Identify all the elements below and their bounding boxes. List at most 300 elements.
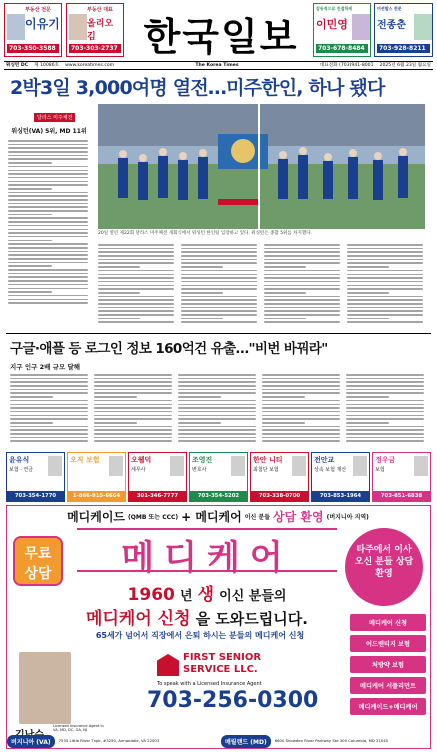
enroll-line (47, 604, 347, 629)
business-ad-phone: 703-853-1964 (312, 491, 369, 501)
text-line (8, 188, 52, 190)
text-line (347, 270, 423, 272)
text-line (264, 303, 340, 305)
office-va-label: 버지니아 (VA) (7, 735, 55, 748)
text-line (8, 147, 88, 149)
agent-photo (414, 14, 432, 40)
text-line (264, 292, 306, 294)
agent-photo (19, 652, 71, 724)
text-line (264, 277, 340, 279)
text-line (264, 314, 340, 316)
text-column (262, 374, 340, 448)
business-ad-phone: 1-866-915-6664 (68, 491, 125, 501)
text-line (181, 262, 257, 264)
text-line (8, 302, 88, 304)
text-line (347, 299, 423, 301)
business-ad-photo (170, 456, 184, 476)
text-column (347, 244, 423, 330)
text-line (262, 389, 340, 391)
text-line (346, 440, 424, 442)
service-menu-item[interactable]: 메디케이드+메디케어 (350, 698, 426, 715)
top-line-medicare-note: 이신 분들 (244, 513, 271, 521)
text-line (8, 210, 88, 212)
masthead-ad-left-2[interactable] (66, 3, 124, 57)
text-column (181, 244, 257, 330)
text-line (98, 310, 174, 312)
ad-phone: 703-303-2737 (69, 44, 121, 53)
text-line (264, 274, 340, 276)
business-ad-phone: 703-354-1770 (7, 491, 64, 501)
text-line (98, 259, 174, 261)
text-line (8, 280, 88, 282)
text-line (264, 248, 340, 250)
text-line (98, 303, 174, 305)
text-line (181, 266, 223, 268)
text-line (94, 437, 172, 439)
text-line (98, 266, 140, 268)
business-ad-title: 최첨단 보험 (253, 467, 279, 473)
year-highlight: 1960 (127, 585, 175, 605)
text-line (264, 310, 340, 312)
text-line (8, 258, 88, 260)
text-line (181, 277, 257, 279)
company-logo-icon (157, 654, 179, 676)
business-ad-name: 정우금 (375, 456, 396, 464)
text-line (10, 429, 88, 431)
text-line (181, 310, 257, 312)
business-ad[interactable] (6, 452, 65, 502)
business-ad-phone: 703-338-0700 (251, 491, 308, 501)
text-line (98, 281, 174, 283)
text-line (98, 251, 174, 253)
text-line (8, 170, 88, 172)
text-line (346, 415, 424, 417)
year-text: 년 (179, 589, 193, 604)
text-line (346, 433, 424, 435)
birth-text: 생 (197, 585, 215, 605)
text-line (94, 418, 172, 420)
business-ad[interactable] (128, 452, 187, 502)
text-line (178, 411, 256, 413)
text-line (8, 166, 88, 168)
text-line (10, 378, 88, 380)
business-ad-title: 보험 (375, 467, 385, 473)
office-md-address: 6600 Snowden River Parkway Ste 300 Columbia, MD 21045 (274, 737, 389, 743)
text-line (264, 299, 340, 301)
text-line (262, 415, 340, 417)
text-line (8, 284, 88, 286)
text-line (8, 217, 88, 219)
text-line (8, 269, 88, 271)
text-line (98, 288, 174, 290)
text-line (264, 262, 340, 264)
masthead (0, 0, 437, 62)
text-line (264, 288, 340, 290)
text-line (8, 192, 88, 194)
text-line (10, 404, 88, 406)
text-line (262, 396, 305, 398)
office-va[interactable] (7, 734, 219, 748)
second-story-columns (10, 374, 428, 448)
text-line (98, 307, 174, 309)
text-line (8, 225, 88, 227)
business-ad-photo (353, 456, 367, 476)
text-line (346, 400, 424, 402)
story-left-column (8, 104, 90, 318)
text-line (262, 429, 340, 431)
text-line (8, 206, 88, 208)
text-line (10, 396, 53, 398)
top-line-medicare: + 메디케어 (181, 509, 242, 524)
ad-name: 올리오 김 (87, 19, 114, 42)
text-line (264, 255, 340, 257)
top-line-welcome: 상담 환영 (273, 509, 324, 524)
text-line (98, 318, 140, 320)
text-line (98, 277, 174, 279)
text-line (262, 422, 305, 424)
free-badge-line1: 무료 (24, 546, 52, 562)
text-line (346, 437, 424, 439)
text-line (181, 255, 257, 257)
free-consultation-badge (13, 536, 63, 586)
ad-name: 이유기 (25, 17, 60, 31)
text-line (10, 392, 88, 394)
text-line (264, 259, 340, 261)
agent-photo (352, 14, 370, 40)
text-line (10, 407, 88, 409)
text-column (346, 374, 424, 448)
agent-photo (7, 14, 25, 40)
text-line (98, 244, 174, 246)
text-line (181, 248, 257, 250)
text-line (94, 426, 172, 428)
main-headline[interactable]: 2박3일 3,000여명 열전…미주한인, 하나 됐다 (10, 77, 385, 99)
text-line (94, 429, 172, 431)
paper-name-en: The Korea Times (195, 63, 239, 68)
medicare-title: 메디케어 (77, 528, 337, 572)
text-line (262, 426, 340, 428)
text-line (10, 426, 88, 428)
story-columns (98, 244, 425, 330)
ad-tag: 부동산 대표 (87, 7, 113, 13)
agent-title: Licensed Insurance Agent in VA, MD, DC, GA, NJ (53, 724, 104, 733)
text-line (94, 400, 172, 402)
business-ad[interactable] (372, 452, 431, 502)
text-line (264, 296, 340, 298)
relocation-badge: 타주에서 이사 오신 분들 상담 환영 (345, 528, 423, 606)
text-line (8, 247, 88, 249)
masthead-ad-right[interactable] (313, 3, 371, 57)
text-line (8, 199, 88, 201)
text-column (98, 244, 174, 330)
year-suffix: 이신 분들의 (219, 589, 287, 604)
text-line (10, 437, 88, 439)
text-line (98, 285, 174, 287)
text-line (8, 295, 88, 297)
story-byline: 워싱턴(VA) 5위, MD 11위 (11, 128, 87, 135)
text-line (262, 378, 340, 380)
text-line (8, 240, 52, 242)
text-line (98, 314, 174, 316)
free-badge-line2: 상담 (24, 566, 52, 582)
text-line (264, 318, 306, 320)
text-line (8, 243, 88, 245)
business-ad-name: 한안 니티 (253, 456, 283, 464)
business-ads-row (6, 452, 431, 502)
text-line (347, 248, 423, 250)
business-ad-photo (48, 456, 62, 476)
text-line (94, 422, 137, 424)
text-line (347, 292, 389, 294)
text-line (181, 288, 257, 290)
text-line (8, 181, 88, 183)
dateline (4, 61, 433, 70)
text-line (178, 415, 256, 417)
text-line (178, 404, 256, 406)
story-kicker: 달라스 미주체전 (34, 113, 75, 122)
text-line (10, 422, 53, 424)
text-line (262, 437, 340, 439)
text-line (94, 381, 172, 383)
text-line (262, 411, 340, 413)
issue-date: 2025년 6월 23일 월요일 (379, 63, 431, 68)
website-link[interactable]: www.koreatimes.com (65, 63, 115, 68)
text-column (178, 374, 256, 448)
text-line (346, 418, 424, 420)
main-phone: 대표전화 (703)941-8001 (319, 63, 374, 68)
ad-tag: 미션발스 전문 (377, 6, 402, 11)
text-line (178, 378, 256, 380)
service-menu-item[interactable]: 메디케어 신청 (350, 614, 426, 631)
text-line (8, 262, 88, 264)
text-line (98, 296, 174, 298)
business-ad-photo (231, 456, 245, 476)
masthead-ad-right-2[interactable] (374, 3, 433, 57)
business-ad[interactable] (189, 452, 248, 502)
ad-phone: 703-350-3588 (7, 44, 59, 53)
text-line (346, 389, 424, 391)
top-line-medicaid: 메디케이드 (67, 509, 126, 524)
text-line (10, 440, 88, 442)
text-line (10, 418, 88, 420)
text-line (178, 374, 256, 376)
text-line (264, 244, 340, 246)
text-line (178, 389, 256, 391)
text-line (8, 195, 88, 197)
text-line (262, 418, 340, 420)
text-line (178, 385, 256, 387)
text-line (98, 248, 174, 250)
text-line (10, 385, 88, 387)
masthead-title: 한국일보 (143, 14, 299, 59)
text-line (347, 251, 423, 253)
company-phone[interactable]: 703-256-0300 (147, 688, 319, 713)
business-ad-title: 보험 · 연금 (9, 467, 34, 473)
text-line (346, 411, 424, 413)
business-ad-title: 상속 보험 재산 (314, 467, 347, 473)
text-line (94, 407, 172, 409)
ad-phone: 703-928-8211 (377, 44, 430, 53)
text-line (178, 433, 256, 435)
text-line (94, 404, 172, 406)
text-column (264, 244, 340, 330)
text-line (347, 266, 389, 268)
text-line (8, 251, 88, 253)
service-menu-item[interactable]: 처방약 보험 (350, 656, 426, 673)
top-line-region: (버지니아 지역) (326, 513, 369, 521)
enroll-highlight: 메디케어 신청 (86, 609, 191, 629)
text-line (262, 400, 340, 402)
text-line (346, 404, 424, 406)
photo-caption: 20일 열린 제22회 달라스 미주체전 개회식에서 워싱턴 한인팀 입장하고 있다. 워싱턴은 종합 5위를 차지했다. (98, 231, 312, 236)
company-logo (157, 652, 287, 678)
text-line (181, 321, 257, 323)
text-line (347, 318, 389, 320)
text-line (10, 400, 88, 402)
text-line (8, 291, 52, 293)
text-line (262, 404, 340, 406)
text-line (346, 396, 389, 398)
text-line (98, 299, 174, 301)
text-line (8, 232, 88, 234)
ad-tag: 부동산 전문 (25, 7, 51, 13)
text-line (178, 418, 256, 420)
text-line (178, 429, 256, 431)
main-photo (98, 104, 425, 229)
business-ad-name: 오직 보험 (70, 456, 100, 464)
text-line (178, 396, 221, 398)
text-line (98, 262, 174, 264)
text-line (346, 385, 424, 387)
company-tagline: To speak with a Licensed Insurance Agent (157, 681, 262, 687)
text-line (94, 411, 172, 413)
text-line (262, 440, 340, 442)
service-menu (350, 614, 426, 719)
text-line (347, 281, 423, 283)
service-menu-item[interactable]: 어드밴티지 보험 (350, 635, 426, 652)
text-line (178, 422, 221, 424)
text-line (347, 314, 423, 316)
text-line (346, 374, 424, 376)
text-line (262, 374, 340, 376)
business-ad-title: 세무사 (131, 467, 146, 473)
text-line (262, 407, 340, 409)
text-line (181, 296, 257, 298)
office-va-address: 7535 Little River Tnpk, #3250, Annandale, VA 22003 (58, 737, 160, 743)
text-line (347, 307, 423, 309)
text-line (181, 307, 257, 309)
text-line (10, 374, 88, 376)
business-ad-name: 조영진 (192, 456, 213, 464)
text-line (8, 299, 88, 301)
text-line (264, 321, 340, 323)
text-line (181, 270, 257, 272)
text-line (346, 392, 424, 394)
year-line (67, 580, 347, 605)
medicare-ad[interactable] (6, 505, 431, 749)
business-ad-photo (414, 456, 428, 476)
top-line-medicaid-note: (QMB 또는 CCC) (128, 513, 179, 521)
enroll-suffix: 을 도와드립니다. (195, 610, 308, 628)
text-line (264, 270, 340, 272)
text-column (94, 374, 172, 448)
text-line (10, 389, 88, 391)
text-line (346, 381, 424, 383)
text-line (178, 407, 256, 409)
body-text-lines (8, 140, 90, 304)
text-line (8, 144, 88, 146)
text-line (8, 177, 88, 179)
masthead-ad-left[interactable] (4, 3, 62, 57)
text-line (346, 422, 389, 424)
text-line (181, 318, 223, 320)
text-line (347, 310, 423, 312)
text-line (347, 285, 423, 287)
office-md-label: 메릴랜드 (MD) (221, 735, 271, 748)
text-line (178, 392, 256, 394)
service-menu-item[interactable]: 메디케어 서플리먼트 (350, 677, 426, 694)
second-subhead: 지구 인구 2배 규모 달해 (10, 363, 81, 371)
text-line (178, 437, 256, 439)
text-line (8, 236, 88, 238)
business-ad[interactable] (311, 452, 370, 502)
text-line (98, 255, 174, 257)
business-ad[interactable] (67, 452, 126, 502)
text-line (181, 314, 257, 316)
text-line (178, 400, 256, 402)
retiree-line: 65세가 넘어서 직장에서 은퇴 하시는 분들의 메디케어 신청 (95, 631, 305, 640)
text-line (178, 440, 256, 442)
company-name-line1: FIRST SENIOR (183, 652, 262, 663)
text-line (94, 389, 172, 391)
text-line (347, 274, 423, 276)
business-ad[interactable] (250, 452, 309, 502)
text-column (10, 374, 88, 448)
ad-phone: 703-678-8484 (316, 44, 368, 53)
text-line (98, 270, 174, 272)
text-line (8, 173, 88, 175)
office-md[interactable] (221, 734, 429, 748)
company-name-line2: SERVICE LLC. (183, 664, 258, 675)
text-line (181, 285, 257, 287)
text-line (94, 396, 137, 398)
text-line (8, 229, 88, 231)
text-line (262, 385, 340, 387)
ad-top-line (7, 506, 429, 526)
text-line (346, 426, 424, 428)
sports-festival-photo (98, 104, 425, 229)
text-line (8, 184, 88, 186)
issue-number: 제 10086호 (34, 63, 60, 68)
ad-name: 전종춘 (377, 20, 406, 31)
text-line (94, 374, 172, 376)
text-line (262, 433, 340, 435)
text-line (181, 292, 223, 294)
second-headline[interactable]: 구글·애플 등 로그인 정보 160억건 유출…"비번 바꿔라" (10, 341, 328, 357)
text-line (10, 381, 88, 383)
text-line (347, 255, 423, 257)
text-line (98, 292, 140, 294)
text-line (181, 274, 257, 276)
ad-name: 이민영 (316, 18, 348, 31)
text-line (10, 411, 88, 413)
text-line (262, 392, 340, 394)
text-line (8, 254, 88, 256)
text-line (8, 151, 88, 153)
text-line (346, 378, 424, 380)
text-line (347, 303, 423, 305)
text-line (8, 273, 88, 275)
